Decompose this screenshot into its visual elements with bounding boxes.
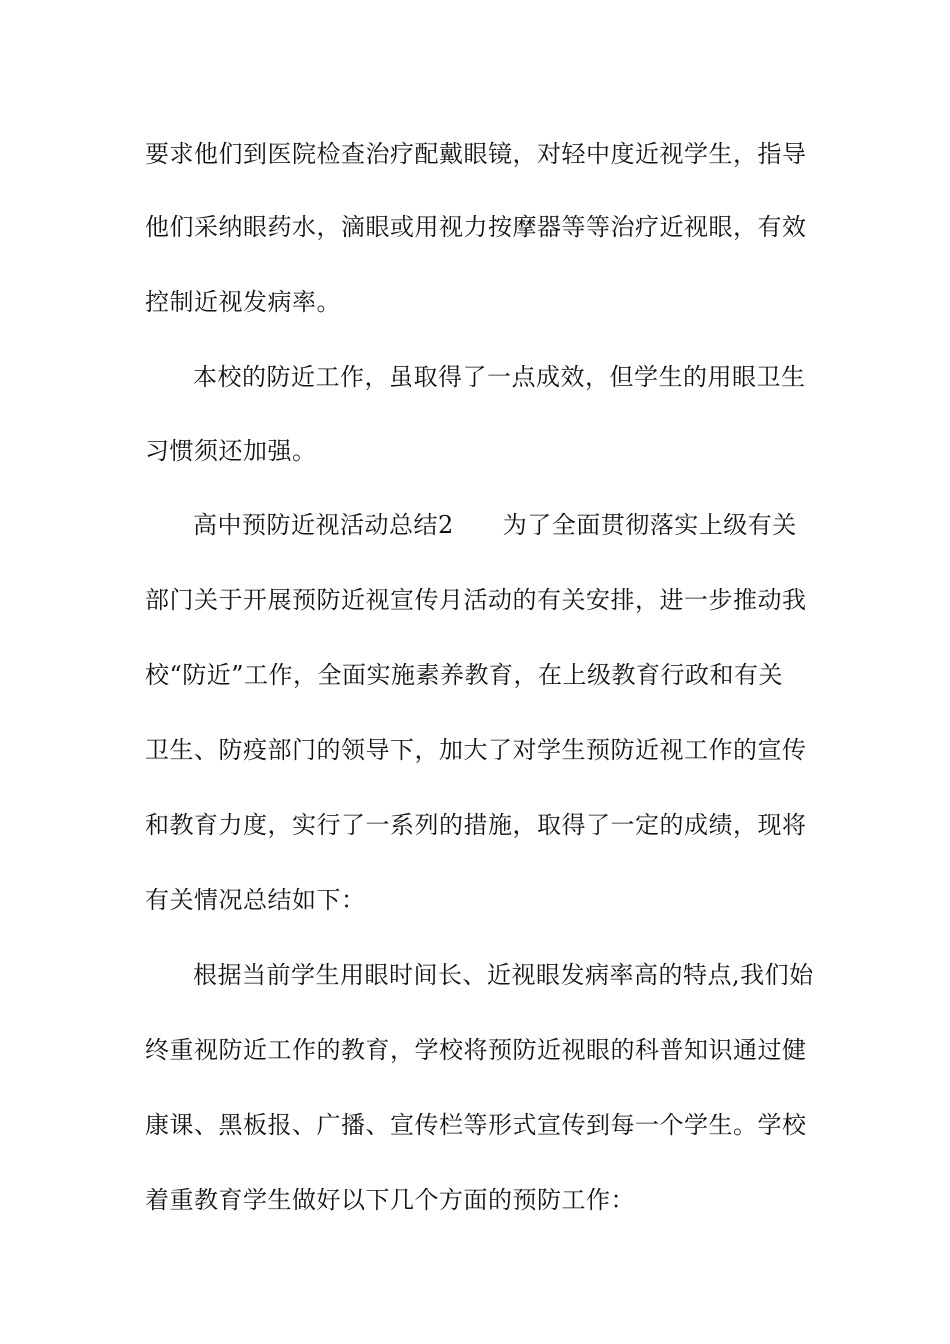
text-line: 要求他们到医院检查治疗配戴眼镜，对轻中度近视学生，指导	[145, 140, 807, 168]
text-line: 高中预防近视活动总结2 为了全面贯彻落实上级有关	[193, 511, 797, 539]
text-line: 部门关于开展预防近视宣传月活动的有关安排，进一步推动我	[145, 586, 807, 614]
text-line: 本校的防近工作，虽取得了一点成效，但学生的用眼卫生	[193, 363, 806, 391]
text-line: 和教育力度，实行了一系列的措施，取得了一定的成绩，现将	[145, 811, 807, 839]
text-line: 习惯须还加强。	[145, 437, 317, 465]
text-line: 卫生、防疫部门的领导下，加大了对学生预防近视工作的宣传	[145, 736, 807, 764]
text-line: 着重教育学生做好以下几个方面的预防工作：	[145, 1186, 635, 1214]
text-line: 根据当前学生用眼时间长、近视眼发病率高的特点,我们始	[193, 961, 814, 989]
text-line: 控制近视发病率。	[145, 288, 341, 316]
text-line: 有关情况总结如下：	[145, 886, 366, 914]
text-line: 康课、黑板报、广播、宣传栏等形式宣传到每一个学生。学校	[145, 1111, 807, 1139]
text-line: 他们采纳眼药水，滴眼或用视力按摩器等等治疗近视眼，有效	[145, 213, 807, 241]
text-line: 终重视防近工作的教育，学校将预防近视眼的科普知识通过健	[145, 1036, 807, 1064]
text-line: 校“防近”工作，全面实施素养教育，在上级教育行政和有关	[145, 661, 784, 689]
